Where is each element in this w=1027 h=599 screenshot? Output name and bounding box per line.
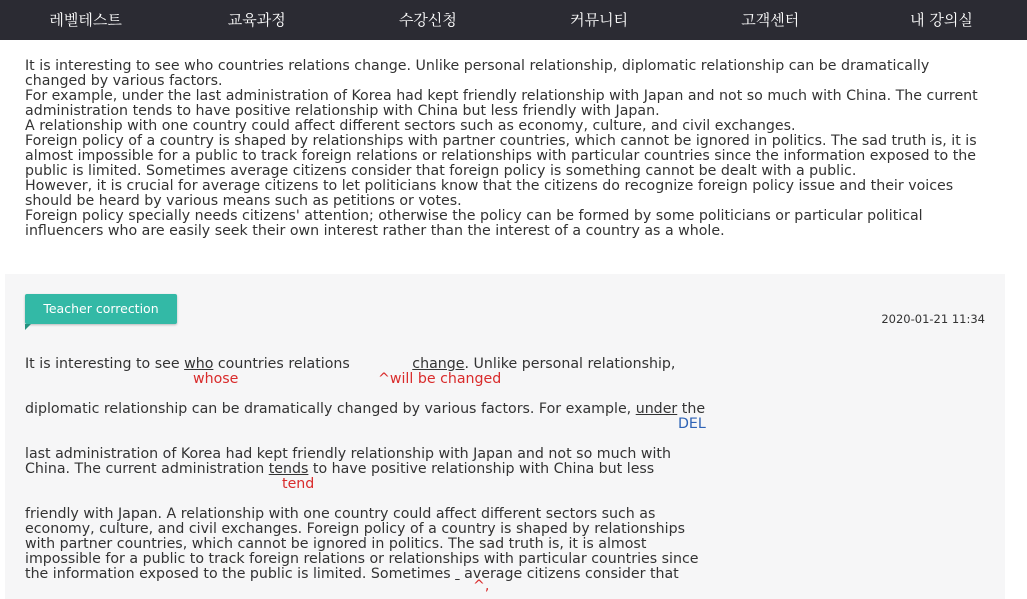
text-segment: . Unlike personal relationship, [464,356,676,372]
correction-annotation: whose [193,371,239,387]
text-segment: the information exposed to the public is limited. Sometimes [25,566,456,582]
correction-line: with partner countries, which cannot be ignored in politics. The sad truth is, it is almost [25,536,647,552]
correction-line: friendly with Japan. A relationship with one country could affect different sectors such as [25,506,656,522]
text-segment: China. The current administration [25,461,269,477]
corrected-word: who [184,356,214,372]
text-segment: to have positive relationship with China but less [308,461,655,477]
text-segment: It is interesting to see [25,356,185,372]
correction-timestamp: 2020-01-21 11:34 [881,312,985,326]
correction-line [25,356,675,372]
correction-panel [5,274,1005,599]
correction-annotation: tend [282,476,315,492]
nav-my-classroom[interactable]: 내 강의실 [910,11,973,29]
text-segment: average citizens consider that [459,566,679,582]
text-segment: the [677,401,706,417]
top-navigation [0,0,1027,40]
essay-paragraph: It is interesting to see who countries relations change. Unlike personal relationship, diplomatic relationship can be dramatically changed by various factors. [25,58,930,89]
correction-line: impossible for a public to track foreign relations or relationships with particular countries since [25,551,699,567]
essay-paragraph: Foreign policy specially needs citizens' attention; otherwise the policy can be formed by some politicians or particular political influencers who are easily seek their own interest rather than the interest of a country as a whole. [25,208,923,239]
correction-line [25,461,654,477]
nav-curriculum[interactable]: 교육과정 [227,11,286,29]
correction-annotation: DEL [678,416,706,432]
nav-community[interactable]: 커뮤니티 [570,11,629,29]
essay-text [0,40,1027,273]
corrected-word: under [635,401,678,417]
nav-enrollment[interactable]: 수강신청 [398,11,457,29]
corrected-word: change [412,356,465,372]
correction-annotation: ^, [473,578,490,594]
correction-line: last administration of Korea had kept friendly relationship with Japan and not so much with [25,446,671,462]
nav-level-test[interactable]: 레벨테스트 [49,11,122,29]
text-segment: countries relations [213,356,355,372]
correction-annotation: ^will be changed [378,371,502,387]
correction-line [25,401,705,417]
essay-paragraph: However, it is crucial for average citizens to let politicians know that the citizens do recognize foreign policy issue and their voices should be heard by various means such as petitions or votes. [25,178,954,209]
text-segment: diplomatic relationship can be dramatically changed by various factors. For example, [25,401,636,417]
corrected-word: tends [268,461,309,477]
nav-customer-center[interactable]: 고객센터 [741,11,800,29]
correction-line: economy, culture, and civil exchanges. Foreign policy of a country is shaped by relationships [25,521,685,537]
correction-line [25,566,679,582]
teacher-correction-badge: Teacher correction [25,294,177,324]
essay-paragraph: Foreign policy of a country is shaped by relationships with partner countries, which cannot be ignored in politics. The sad truth is, it is almost impossible for a public to track foreign relations or relationships with particular countries since the information exposed to the public is limited. Sometimes average citizens consider that foreign policy is something cannot be dealt with a public. [25,133,977,179]
essay-paragraph: For example, under the last administration of Korea had kept friendly relationship with Japan and not so much with China. The current administration tends to have positive relationship with China but less friendly with Japan. [25,88,978,119]
essay-paragraph: A relationship with one country could affect different sectors such as economy, culture, and civil exchanges. [25,118,796,134]
